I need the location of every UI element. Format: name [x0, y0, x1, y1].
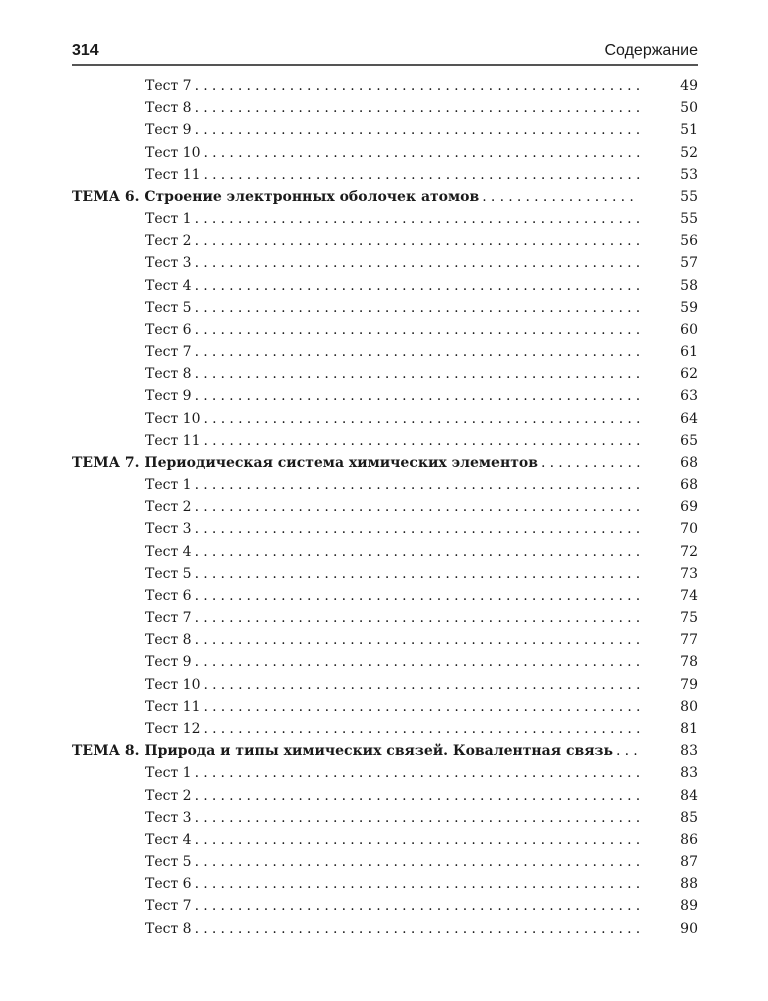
dot-leader: ....................................................	[194, 787, 645, 804]
entry-page-number: 55	[680, 211, 698, 228]
entry-title: Тест 4	[145, 543, 192, 560]
dot-leader: ....................................................	[194, 366, 645, 383]
dot-leader: ....................................................	[194, 100, 645, 117]
dot-leader: ...................................................	[203, 432, 645, 449]
entry-page-number: 72	[680, 543, 698, 560]
toc-test-entry[interactable]	[72, 496, 698, 518]
toc-test-entry[interactable]	[72, 541, 698, 563]
toc-test-entry[interactable]	[72, 119, 698, 141]
toc-test-entry[interactable]	[72, 518, 698, 540]
toc-test-entry[interactable]	[72, 696, 698, 718]
dot-leader: ...................................................	[203, 166, 645, 183]
entry-page-number: 87	[680, 854, 698, 871]
toc-test-entry[interactable]	[72, 408, 698, 430]
entry-page-number: 78	[680, 654, 698, 671]
dot-leader: ....................................................	[194, 255, 645, 272]
entry-title: Тест 7	[145, 610, 192, 627]
entry-page-number: 81	[680, 720, 698, 737]
entry-page-number: 73	[680, 565, 698, 582]
toc-test-entry[interactable]	[72, 430, 698, 452]
entry-title: Тест 5	[145, 565, 192, 582]
toc-test-entry[interactable]	[72, 75, 698, 97]
toc-test-entry[interactable]	[72, 385, 698, 407]
entry-title: Тест 11	[145, 166, 201, 183]
dot-leader: ....................................................	[194, 854, 645, 871]
entry-title: Тест 7	[145, 898, 192, 915]
entry-title: Тест 9	[145, 654, 192, 671]
entry-page-number: 79	[680, 676, 698, 693]
page-number: 314	[72, 42, 99, 59]
entry-title: Тест 6	[145, 321, 192, 338]
dot-leader: ....................................................	[194, 299, 645, 316]
dot-leader: ....................................................	[194, 654, 645, 671]
entry-page-number: 61	[680, 344, 698, 361]
entry-page-number: 90	[680, 920, 698, 937]
toc-test-entry[interactable]	[72, 341, 698, 363]
dot-leader: ...................................................	[203, 698, 645, 715]
dot-leader: ....................................................	[194, 233, 645, 250]
toc-topic-entry[interactable]	[72, 452, 698, 474]
entry-title: Тест 7	[145, 78, 192, 94]
entry-title: Тест 5	[145, 299, 192, 316]
entry-title: Тест 8	[145, 920, 192, 937]
entry-page-number: 55	[680, 188, 698, 205]
dot-leader: ....................................................	[194, 632, 645, 649]
dot-leader: ....................................................	[194, 898, 645, 915]
entry-page-number: 68	[680, 477, 698, 494]
toc-test-entry[interactable]	[72, 585, 698, 607]
toc-test-entry[interactable]	[72, 873, 698, 895]
entry-page-number: 85	[680, 809, 698, 826]
entry-title: Тест 1	[145, 211, 192, 228]
entry-page-number: 83	[680, 743, 698, 760]
entry-title: ТЕМА 8. Природа и типы химических связей. Ковалентная связь	[72, 743, 613, 760]
dot-leader: ....................................................	[194, 565, 645, 582]
dot-leader: ....................................................	[194, 277, 645, 294]
entry-title: Тест 3	[145, 809, 192, 826]
entry-title: Тест 11	[145, 432, 201, 449]
entry-page-number: 49	[680, 78, 698, 94]
entry-page-number: 58	[680, 277, 698, 294]
toc-test-entry[interactable]	[72, 785, 698, 807]
running-header	[72, 40, 698, 66]
toc-topic-entry[interactable]	[72, 740, 698, 762]
dot-leader: ...................................................	[203, 676, 645, 693]
dot-leader: ....................................................	[194, 610, 645, 627]
entry-title: Тест 2	[145, 233, 192, 250]
entry-page-number: 88	[680, 876, 698, 893]
entry-title: ТЕМА 7. Периодическая система химических элементов	[72, 454, 538, 471]
entry-title: Тест 10	[145, 676, 201, 693]
toc-test-entry[interactable]	[72, 829, 698, 851]
dot-leader: ....................................................	[194, 920, 645, 937]
dot-leader: ...................................................	[203, 410, 645, 427]
entry-title: Тест 3	[145, 521, 192, 538]
entry-title: Тест 11	[145, 698, 201, 715]
dot-leader: ....................................................	[194, 321, 645, 338]
table-of-contents	[72, 75, 698, 940]
dot-leader: ....................................................	[194, 543, 645, 560]
entry-title: Тест 3	[145, 255, 192, 272]
dot-leader: ...................................................	[203, 720, 645, 737]
toc-test-entry[interactable]	[72, 918, 698, 940]
toc-test-entry[interactable]	[72, 807, 698, 829]
entry-title: Тест 6	[145, 587, 192, 604]
dot-leader: ....................................................	[194, 78, 645, 94]
entry-title: Тест 9	[145, 122, 192, 139]
running-title: Содержание	[604, 42, 698, 59]
dot-leader: ....................................................	[194, 122, 645, 139]
dot-leader: ....................................................	[194, 809, 645, 826]
dot-leader: ....................................................	[194, 831, 645, 848]
entry-title: Тест 5	[145, 854, 192, 871]
entry-title: ТЕМА 6. Строение электронных оболочек атомов	[72, 188, 480, 205]
entry-page-number: 57	[680, 255, 698, 272]
entry-page-number: 64	[680, 410, 698, 427]
toc-test-entry[interactable]	[72, 363, 698, 385]
dot-leader: ....................................................	[194, 388, 645, 405]
entry-page-number: 62	[680, 366, 698, 383]
dot-leader: ....................................................	[194, 765, 645, 782]
entry-page-number: 50	[680, 100, 698, 117]
toc-test-entry[interactable]	[72, 851, 698, 873]
entry-title: Тест 10	[145, 410, 201, 427]
toc-test-entry[interactable]	[72, 607, 698, 629]
entry-title: Тест 8	[145, 632, 192, 649]
toc-test-entry[interactable]	[72, 230, 698, 252]
entry-page-number: 52	[680, 144, 698, 161]
dot-leader: ..................	[482, 188, 638, 205]
entry-page-number: 53	[680, 166, 698, 183]
entry-title: Тест 10	[145, 144, 201, 161]
entry-page-number: 74	[680, 587, 698, 604]
dot-leader: ...................................................	[203, 144, 645, 161]
toc-test-entry[interactable]	[72, 674, 698, 696]
entry-title: Тест 1	[145, 765, 192, 782]
toc-test-entry[interactable]	[72, 762, 698, 784]
toc-test-entry[interactable]	[72, 718, 698, 740]
toc-test-entry[interactable]	[72, 208, 698, 230]
entry-title: Тест 4	[145, 831, 192, 848]
entry-title: Тест 4	[145, 277, 192, 294]
entry-page-number: 68	[680, 454, 698, 471]
entry-page-number: 86	[680, 831, 698, 848]
entry-title: Тест 8	[145, 366, 192, 383]
dot-leader: ....................................................	[194, 344, 645, 361]
entry-page-number: 89	[680, 898, 698, 915]
toc-test-entry[interactable]	[72, 563, 698, 585]
toc-topic-entry[interactable]	[72, 186, 698, 208]
entry-page-number: 70	[680, 521, 698, 538]
entry-title: Тест 7	[145, 344, 192, 361]
entry-page-number: 59	[680, 299, 698, 316]
toc-test-entry[interactable]	[72, 164, 698, 186]
entry-page-number: 84	[680, 787, 698, 804]
entry-title: Тест 1	[145, 477, 192, 494]
dot-leader: ............	[540, 454, 645, 471]
toc-test-entry[interactable]	[72, 97, 698, 119]
toc-test-entry[interactable]	[72, 629, 698, 651]
toc-test-entry[interactable]	[72, 297, 698, 319]
entry-title: Тест 9	[145, 388, 192, 405]
entry-page-number: 65	[680, 432, 698, 449]
dot-leader: ....................................................	[194, 211, 645, 228]
dot-leader: ....................................................	[194, 499, 645, 516]
dot-leader: ....................................................	[194, 521, 645, 538]
entry-title: Тест 2	[145, 499, 192, 516]
toc-test-entry[interactable]	[72, 319, 698, 341]
toc-test-entry[interactable]	[72, 895, 698, 917]
entry-page-number: 80	[680, 698, 698, 715]
dot-leader: ....................................................	[194, 876, 645, 893]
dot-leader: ...	[616, 743, 642, 760]
entry-page-number: 51	[680, 122, 698, 139]
entry-page-number: 83	[680, 765, 698, 782]
toc-test-entry[interactable]	[72, 275, 698, 297]
entry-title: Тест 2	[145, 787, 192, 804]
entry-page-number: 75	[680, 610, 698, 627]
entry-title: Тест 12	[145, 720, 201, 737]
toc-test-entry[interactable]	[72, 142, 698, 164]
entry-page-number: 60	[680, 321, 698, 338]
toc-test-entry[interactable]	[72, 252, 698, 274]
toc-test-entry[interactable]	[72, 474, 698, 496]
toc-test-entry[interactable]	[72, 651, 698, 673]
entry-page-number: 69	[680, 499, 698, 516]
entry-page-number: 77	[680, 632, 698, 649]
entry-title: Тест 6	[145, 876, 192, 893]
dot-leader: ....................................................	[194, 477, 645, 494]
entry-page-number: 56	[680, 233, 698, 250]
dot-leader: ....................................................	[194, 587, 645, 604]
entry-page-number: 63	[680, 388, 698, 405]
entry-title: Тест 8	[145, 100, 192, 117]
